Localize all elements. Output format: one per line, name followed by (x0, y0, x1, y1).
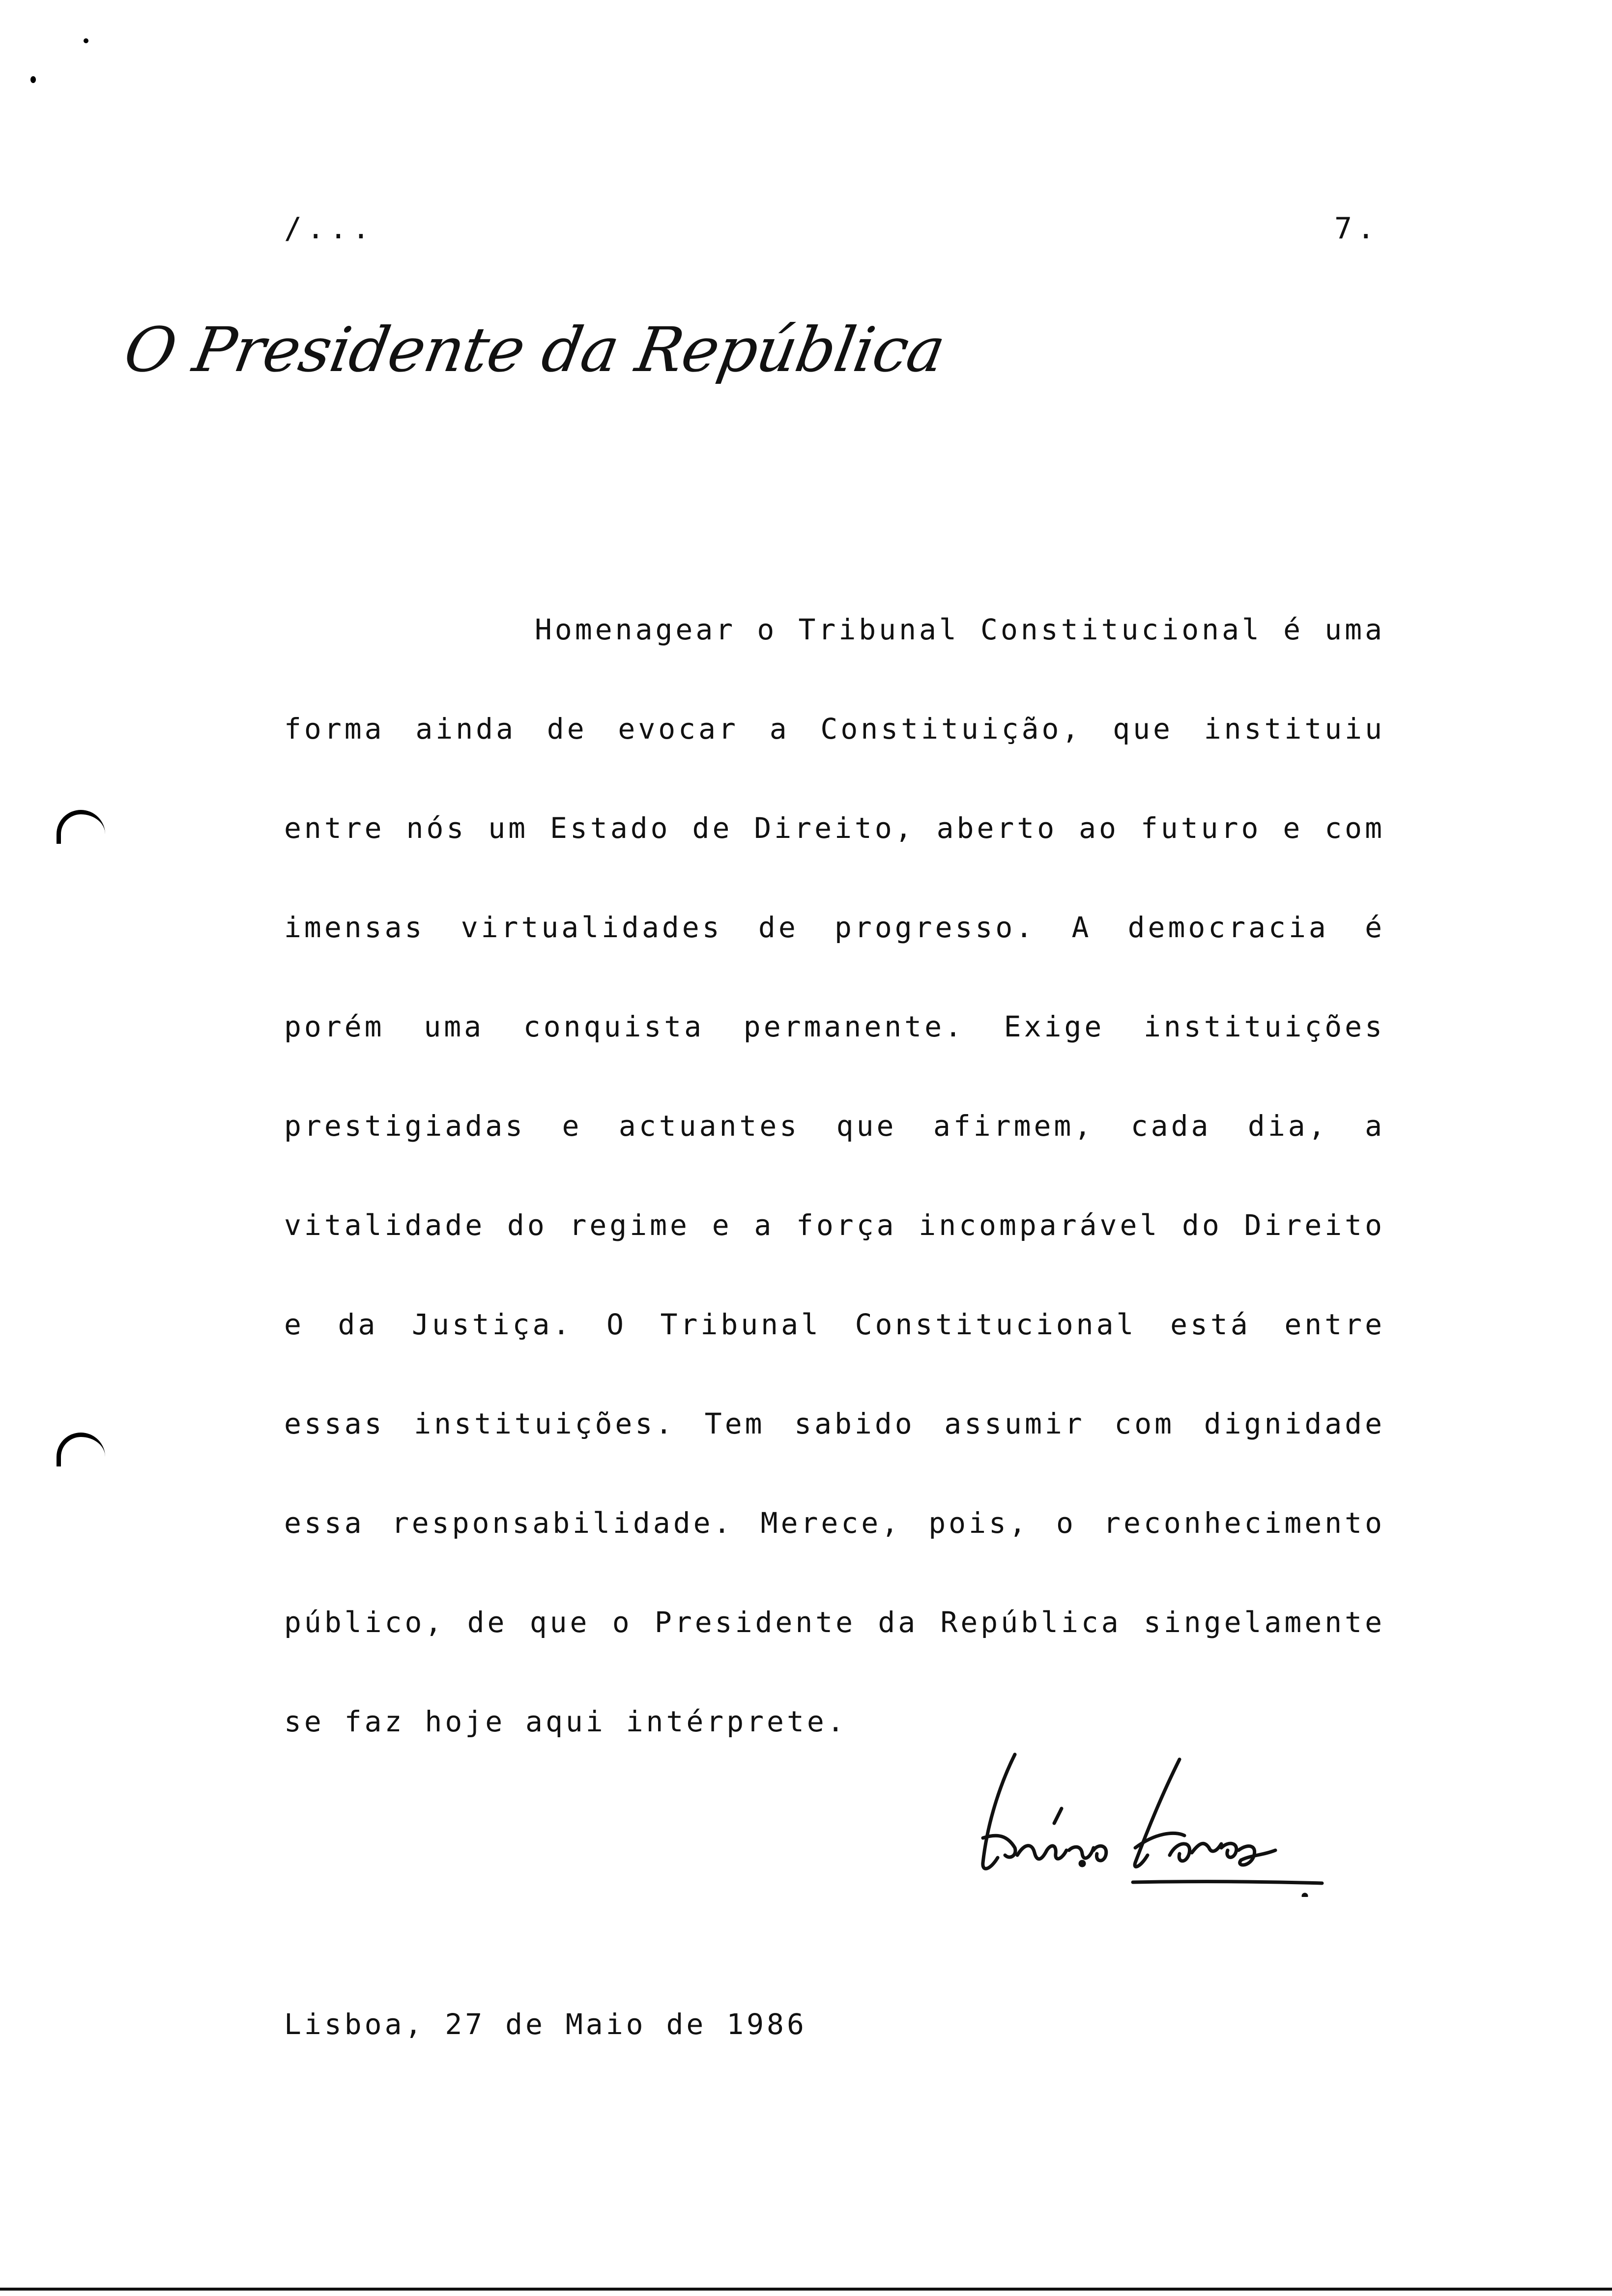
place-and-date: Lisboa, 27 de Maio de 1986 (284, 2008, 807, 2041)
punch-hole-mark (57, 1433, 105, 1466)
handwritten-signature (968, 1750, 1342, 1897)
page-number: 7. (1334, 211, 1380, 246)
scan-speck (84, 38, 88, 43)
scan-speck (30, 76, 36, 83)
continuation-marker: /... (284, 211, 375, 246)
scan-bottom-edge (0, 2288, 1612, 2291)
punch-hole-mark (57, 810, 105, 844)
letterhead-title: O Presidente da República (119, 315, 950, 386)
letter-body-paragraph: Homenagear o Tribunal Constitucional é uma forma ainda de evocar a Constituição, que instituiu entre nós um Estado de Direito, aberto ao futuro e com imensas virtualidades de progresso. A democracia é porém uma conquista permanente. Exige instituições prestigiadas e actuantes que afirmem, cada dia, a vitalidade do regime e a força incomparável do Direito e da Justiça. O Tribunal Constitucional está entre essas instituições. Tem sabido assumir com dignidade essa responsabilidade. Merece, pois, o reconhecimento público, de que o Presidente da República singelamente se faz hoje aqui intérprete. (284, 613, 1385, 1738)
